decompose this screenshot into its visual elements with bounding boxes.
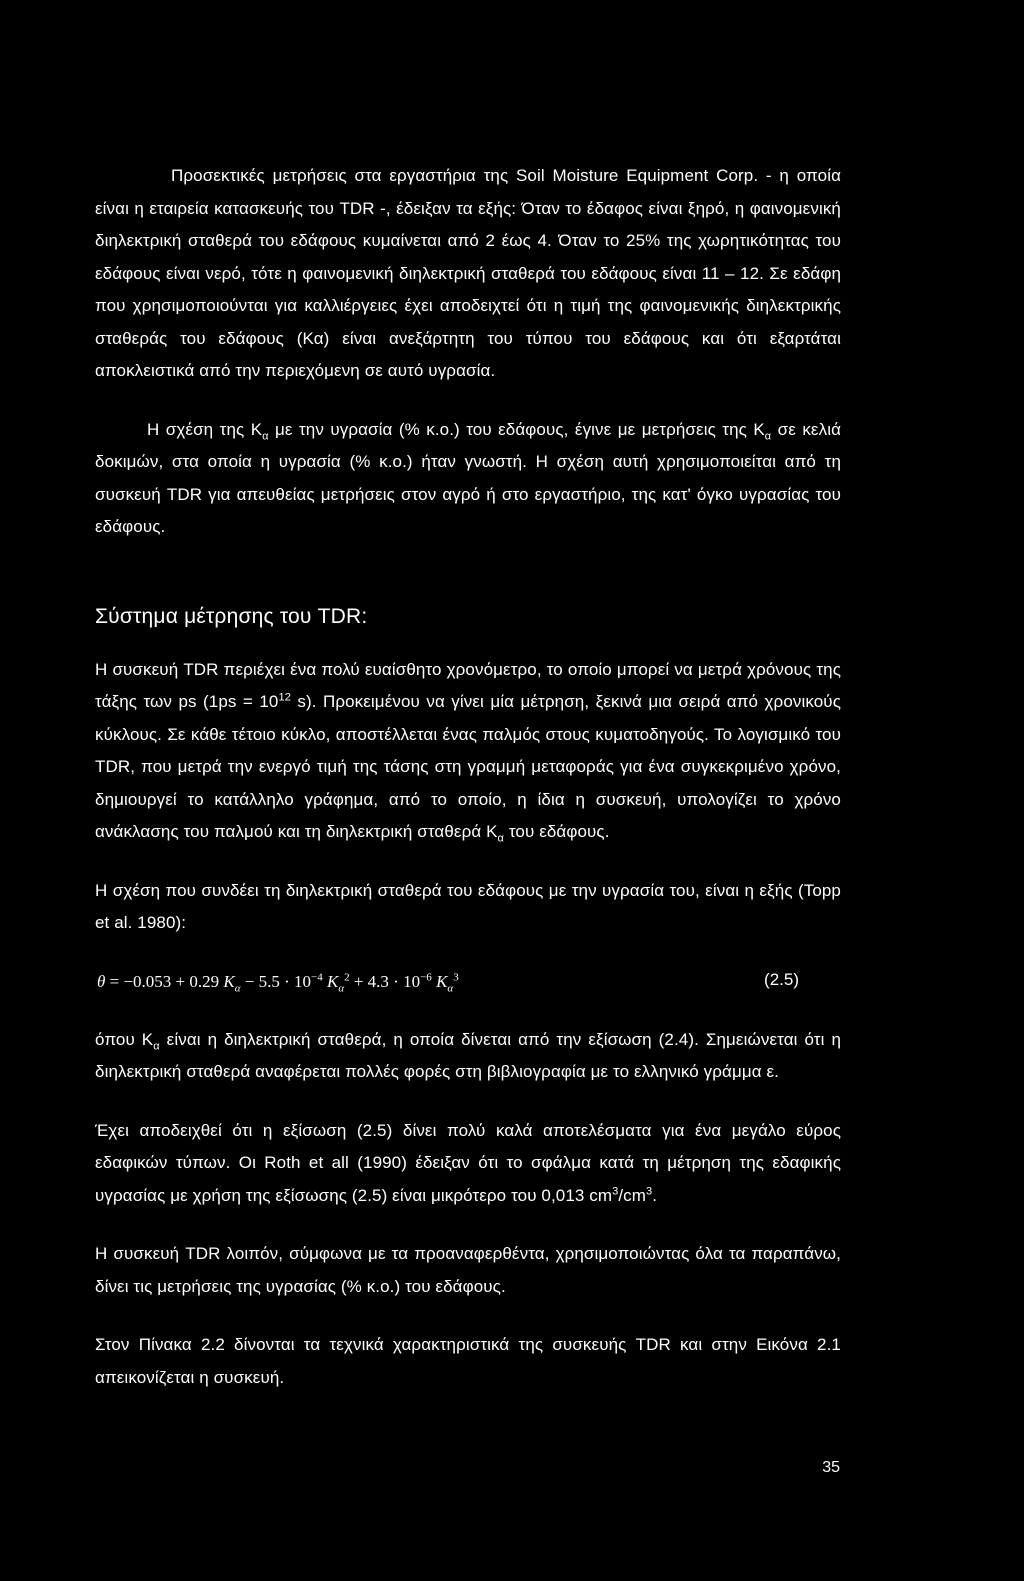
text-run: . (652, 1185, 658, 1205)
text-run: με την υγρασία (% κ.ο.) του εδάφους, έγινε με μετρήσεις της Κ (268, 419, 765, 439)
equation-2-5 (95, 966, 841, 1008)
superscript: 3 (646, 1184, 653, 1197)
subscript: α (153, 1039, 160, 1052)
paragraph-topp-intro: Η σχέση που συνδέει τη διηλεκτρική σταθερά του εδάφους με την υγρασία του, είναι η εξής (Topp et al. 1980): (95, 880, 841, 932)
text-run: s). Προκειμένου να γίνει μία μέτρηση, ξεκινά μια σειρά από χρονικούς κύκλους. Σε κάθε τέτοιο κύκλο, αποστέλλεται ένας παλμός στους κυματοδηγούς. Το λογισμικό του TDR, που μετρά την ενεργό τιμή της τάσης στη γραμμή μεταφοράς για ένα συγκεκριμένο χρόνο, δημιουργεί το κατάλληλο γράφημα, από το οποίο, η ίδια η συσκευή, υπολογίζει το χρόνο ανάκλασης του παλμού και τη διηλεκτρική σταθερά Κ (95, 692, 841, 841)
eq-term: θ (97, 971, 106, 991)
superscript: 3 (612, 1184, 619, 1197)
eq-subscript: α (234, 981, 241, 994)
eq-superscript: 2 (344, 970, 350, 983)
eq-term: K (223, 971, 235, 991)
subscript: α (497, 832, 505, 845)
subscript: α (262, 429, 269, 442)
text-run: Η σχέση της Κ (147, 419, 263, 439)
paragraph-ka-relation (95, 414, 841, 544)
eq-term: + 4.3 · 10 (349, 971, 421, 991)
subscript: α (764, 429, 772, 442)
text-run: Έχει αποδειχθεί ότι η εξίσωση (2.5) δίνει πολύ καλά αποτελέσματα για ένα μεγάλο εύρος εδαφικών τύπων. Οι Roth et all (1990) έδειξαν ότι το σφάλμα κατά τη μέτρηση της εδαφικής υγρασίας με χρήση της εξίσωσης (2.5) είναι μικρότερο του 0,013 cm (95, 1120, 841, 1205)
eq-superscript: −4 (311, 970, 323, 983)
page-number: 35 (822, 1459, 840, 1476)
paragraph-accuracy (95, 1115, 841, 1213)
eq-superscript: 3 (453, 970, 459, 983)
paragraph-table-reference: Στον Πίνακα 2.2 δίνονται τα τεχνικά χαρακτηριστικά της συσκευής TDR και στην Εικόνα 2.1 απεικονίζεται η συσκευή. (95, 1335, 841, 1387)
equation-body (97, 972, 459, 992)
eq-term: K (326, 971, 339, 991)
paragraph-summary: Η συσκευή TDR λοιπόν, σύμφωνα με τα προαναφερθέντα, χρησιμοποιώντας όλα τα παραπάνω, δίνει τις μετρήσεις της υγρασίας (% κ.ο.) του εδάφους. (95, 1244, 841, 1296)
eq-term: K (436, 971, 448, 991)
eq-term: = −0.053 + 0.29 (105, 971, 224, 991)
paragraph-tdr-system (95, 654, 841, 849)
paragraph-tdr-measurements: Προσεκτικές μετρήσεις στα εργαστήρια της Soil Moisture Equipment Corp. - η οποία είναι η εταιρεία κατασκευής του TDR -, έδειξαν τα εξής: Όταν το έδαφος είναι ξηρό, η φαινομενική διηλεκτρική σταθερά του εδάφους κυμαίνεται από 2 έως 4. Όταν το 25% της χωρητικότητας του εδάφους είναι νερό, τότε η φαινομενική διηλεκτρική σταθερά του εδάφους είναι 11 – 12. Σε εδάφη που χρησιμοποιούνται για καλλιέργειες έχει αποδειχτεί ότι η τιμή της φαινομενικής διηλεκτρικής σταθεράς του εδάφους (Κα) είναι ανεξάρτητη του τύπου του εδάφους και ότι εξαρτάται αποκλειστικά από την περιεχόμενη σε αυτό υγρασία. (95, 166, 841, 380)
text-run: είναι η διηλεκτρική σταθερά, η οποία δίνεται από την εξίσωση (2.4). Σημειώνεται ότι η διηλεκτρική σταθερά αναφέρεται πολλές φορές στη βιβλιογραφία με το ελληνικό γράμμα ε. (95, 1029, 841, 1081)
text-run: Η συσκευή TDR περιέχει ένα πολύ ευαίσθητο χρονόμετρο, το οποίο μπορεί να μετρά χρόνους της τάξης των ps (1ps = 10 (95, 659, 841, 711)
text-run: του εδάφους. (504, 822, 610, 841)
text-run: όπου Κ (95, 1029, 154, 1049)
page-content (95, 160, 841, 1420)
eq-term: − 5.5 · 10 (240, 971, 311, 991)
superscript: 12 (278, 691, 291, 704)
eq-subscript: α (447, 981, 454, 994)
equation-number: (2.5) (764, 969, 799, 989)
eq-superscript: −6 (420, 970, 432, 983)
text-run: σε κελιά δοκιμών, στα οποία η υγρασία (% κ.ο.) ήταν γνωστή. Η σχέση αυτή χρησιμοποιείται από τη συσκευή TDR για απευθείας μετρήσεις στον αγρό ή στο εργαστήριο, της κατ' όγκο υγρασίας του εδάφους. (95, 419, 842, 536)
text-run: /cm (618, 1185, 647, 1205)
eq-subscript: α (338, 981, 345, 994)
section-heading: Σύστημα μέτρησης του TDR: (95, 604, 368, 628)
paragraph-ka-definition (95, 1024, 841, 1089)
